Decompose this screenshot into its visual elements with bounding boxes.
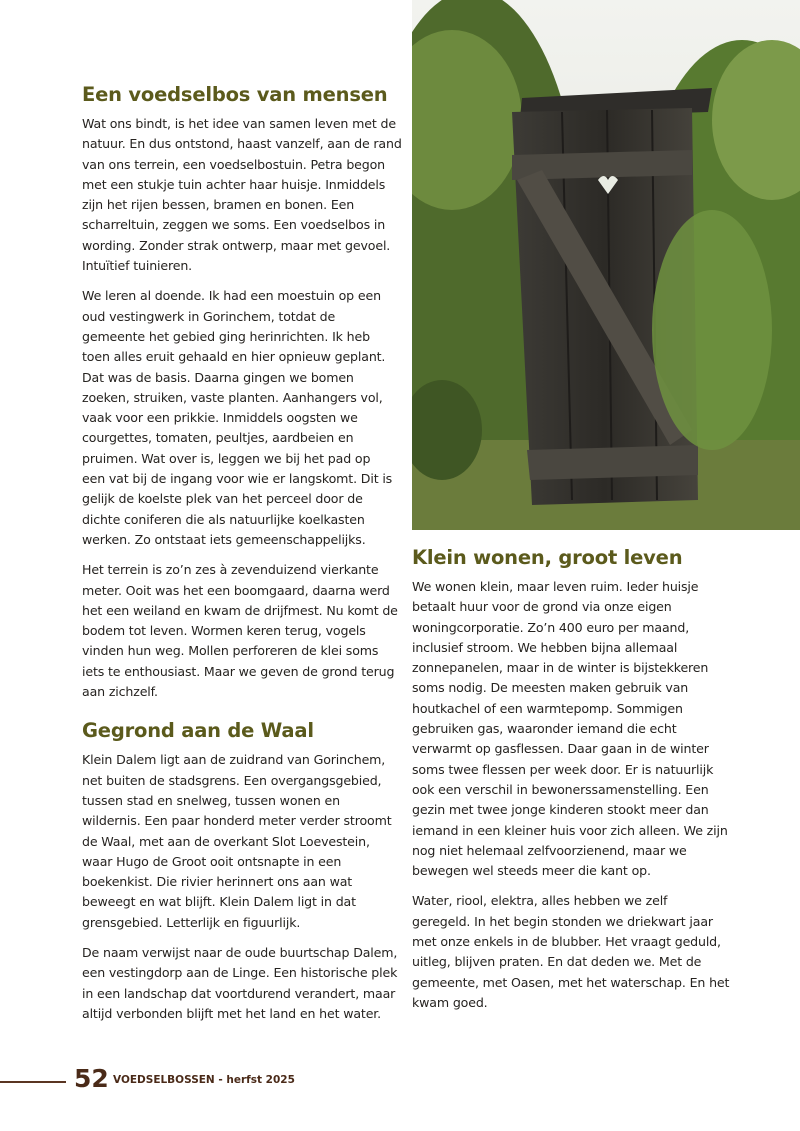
text-line: We wonen klein, maar leven ruim. Ieder huisje bbox=[412, 579, 699, 594]
text-line: houtkachel of een warmtepomp. Sommigen bbox=[412, 700, 683, 716]
text-line: soms twee flessen per week door. Er is natuurlijk bbox=[412, 761, 714, 777]
text-line: ook een verschil in bewonerssamenstelling. Een bbox=[412, 781, 709, 797]
text-line: oud vestingwerk in Gorinchem, totdat de bbox=[82, 308, 336, 324]
text-line: zoeken, struiken, vaste planten. Aanhangers vol, bbox=[82, 389, 383, 405]
photo-wooden-outhouse-door bbox=[412, 0, 800, 530]
text-line: soms nodig. De meesten maken gebruik van bbox=[412, 680, 689, 696]
page-number: 52 bbox=[74, 1064, 109, 1093]
text-line: een vestingdorp aan de Linge. Een historische plek bbox=[82, 965, 398, 981]
section-heading: Gegrond aan de Waal bbox=[82, 719, 314, 743]
text-line: inclusief stroom. We hebben bijna allemaal bbox=[412, 639, 678, 655]
text-line: het een weiland en kwam de drijfmest. Nu komt de bbox=[82, 602, 398, 618]
text-line: iets te enthousiast. Maar we geven de grond terug bbox=[82, 663, 395, 679]
text-line: met onze enkels in de blubber. Het vraagt geduld, bbox=[412, 934, 721, 950]
text-line: gelijk de koelste plek van het perceel door de bbox=[82, 491, 363, 507]
text-line: courgettes, tomaten, peultjes, aardbeien en bbox=[82, 430, 354, 446]
text-line: zijn het rijen bessen, bramen en bonen. Een bbox=[82, 197, 355, 213]
text-line: uitleg, blijven praten. En dat deden we. Met de bbox=[412, 954, 702, 970]
text-line: gemeente, met Oasen, met het waterschap. En het bbox=[412, 974, 730, 990]
text-line: pruimen. Wat over is, leggen we bij het pad op bbox=[82, 450, 371, 466]
text-line: scharreltuin, zeggen we soms. Een voedselbos in bbox=[82, 217, 386, 233]
text-line: een vat bij de ingang voor wie er langskomt. Dit is bbox=[82, 471, 393, 487]
text-line: wording. Zonder strak ontwerp, maar met gevoel. bbox=[82, 237, 391, 253]
text-line: gemeente het gebied ging herinrichten. Ik heb bbox=[82, 328, 370, 344]
left-column bbox=[82, 80, 402, 1034]
body-paragraph bbox=[412, 577, 742, 881]
text-line: met een stukje tuin achter haar huisje. Inmiddels bbox=[82, 176, 386, 192]
text-line: beweegt en wat blijft. Klein Dalem ligt in dat bbox=[82, 894, 356, 910]
text-line: kwam goed. bbox=[412, 994, 488, 1010]
text-line: natuur. En dus ontstond, haast vanzelf, aan de rand bbox=[82, 136, 402, 152]
text-line: vinden hun weg. Mollen perforeren de klei soms bbox=[82, 643, 379, 659]
text-line: bewegen wel steeds meer die kant op. bbox=[412, 863, 651, 879]
text-line: werken. Zo ontstaat iets gemeenschappelijks. bbox=[82, 531, 366, 547]
body-paragraph bbox=[82, 943, 402, 1024]
section-heading: Klein wonen, groot leven bbox=[412, 546, 683, 569]
text-line: zonnepanelen, maar in de winter is bijstekkeren bbox=[412, 660, 709, 676]
text-line: toen alles eruit gehaald en hier opnieuw geplant. bbox=[82, 349, 386, 365]
text-line: Het terrein is zo’n zes à zevenduizend vierkante bbox=[82, 562, 379, 578]
text-line: iemand in een kleiner huis voor zich alleen. We zijn bbox=[412, 822, 728, 838]
text-line: van ons terrein, een voedselbostuin. Petra begon bbox=[82, 156, 385, 172]
footer-rule bbox=[0, 1081, 66, 1083]
text-line: boekenkist. Die rivier herinnert ons aan wat bbox=[82, 874, 353, 890]
text-line: Dat was de basis. Daarna gingen we bomen bbox=[82, 369, 354, 385]
text-line: meter. Ooit was het een boomgaard, daarna werd bbox=[82, 582, 390, 598]
outhouse-photo-illustration bbox=[412, 0, 800, 530]
text-line: bodem tot leven. Wormen keren terug, vogels bbox=[82, 623, 366, 639]
text-line: gezin met twee jonge kinderen stookt meer dan bbox=[412, 802, 709, 818]
text-line: gebruiken gas, waaronder iemand die echt bbox=[412, 721, 677, 737]
body-paragraph bbox=[412, 891, 742, 1013]
text-line: net buiten de stadsgrens. Een overgangsgebied, bbox=[82, 772, 382, 788]
text-line: Klein Dalem ligt aan de zuidrand van Gorinchem, bbox=[82, 752, 386, 768]
text-line: woningcorporatie. Zo’n 400 euro per maand, bbox=[412, 619, 690, 635]
text-line: wildernis. Een paar honderd meter verder stroomt bbox=[82, 813, 392, 829]
text-line: tussen stad en snelweg, tussen wonen en bbox=[82, 792, 340, 808]
text-line: Wat ons bindt, is het idee van samen leven met de bbox=[82, 116, 396, 131]
text-line: Water, riool, elektra, alles hebben we zelf bbox=[412, 893, 668, 909]
body-paragraph bbox=[82, 114, 402, 276]
text-line: in een landschap dat voortdurend verandert, maar bbox=[82, 985, 396, 1001]
text-line: waar Hugo de Groot ooit ontsnapte in een bbox=[82, 853, 342, 869]
body-paragraph bbox=[82, 750, 402, 933]
text-line: betaalt huur voor de grond via onze eigen bbox=[412, 599, 672, 615]
text-line: grensgebied. Letterlijk en figuurlijk. bbox=[82, 914, 301, 930]
text-line: verwarmt op gasflessen. Daar gaan in de winter bbox=[412, 741, 709, 757]
text-line: geregeld. In het begin stonden we driekwart jaar bbox=[412, 913, 713, 929]
text-line: vaak voor een prikkie. Inmiddels oogsten we bbox=[82, 410, 358, 426]
text-line: Intuïtief tuinieren. bbox=[82, 258, 193, 274]
text-line: De naam verwijst naar de oude buurtschap Dalem, bbox=[82, 944, 398, 960]
text-line: nog niet helemaal zelfvoorzienend, maar we bbox=[412, 842, 687, 858]
text-line: de Waal, met aan de overkant Slot Loevestein, bbox=[82, 833, 370, 849]
section-heading: Een voedselbos van mensen bbox=[82, 83, 388, 106]
text-line: We leren al doende. Ik had een moestuin op een bbox=[82, 288, 381, 304]
text-line: dichte coniferen die als natuurlijke koelkasten bbox=[82, 511, 365, 527]
publication-footer: VOEDSELBOSSEN - herfst 2025 bbox=[113, 1074, 295, 1086]
text-line: aan zichzelf. bbox=[82, 684, 158, 700]
body-paragraph bbox=[82, 560, 402, 702]
right-column bbox=[412, 543, 742, 1023]
body-paragraph bbox=[82, 286, 402, 550]
text-line: altijd verbonden blijft met het land en het water. bbox=[82, 1005, 382, 1021]
